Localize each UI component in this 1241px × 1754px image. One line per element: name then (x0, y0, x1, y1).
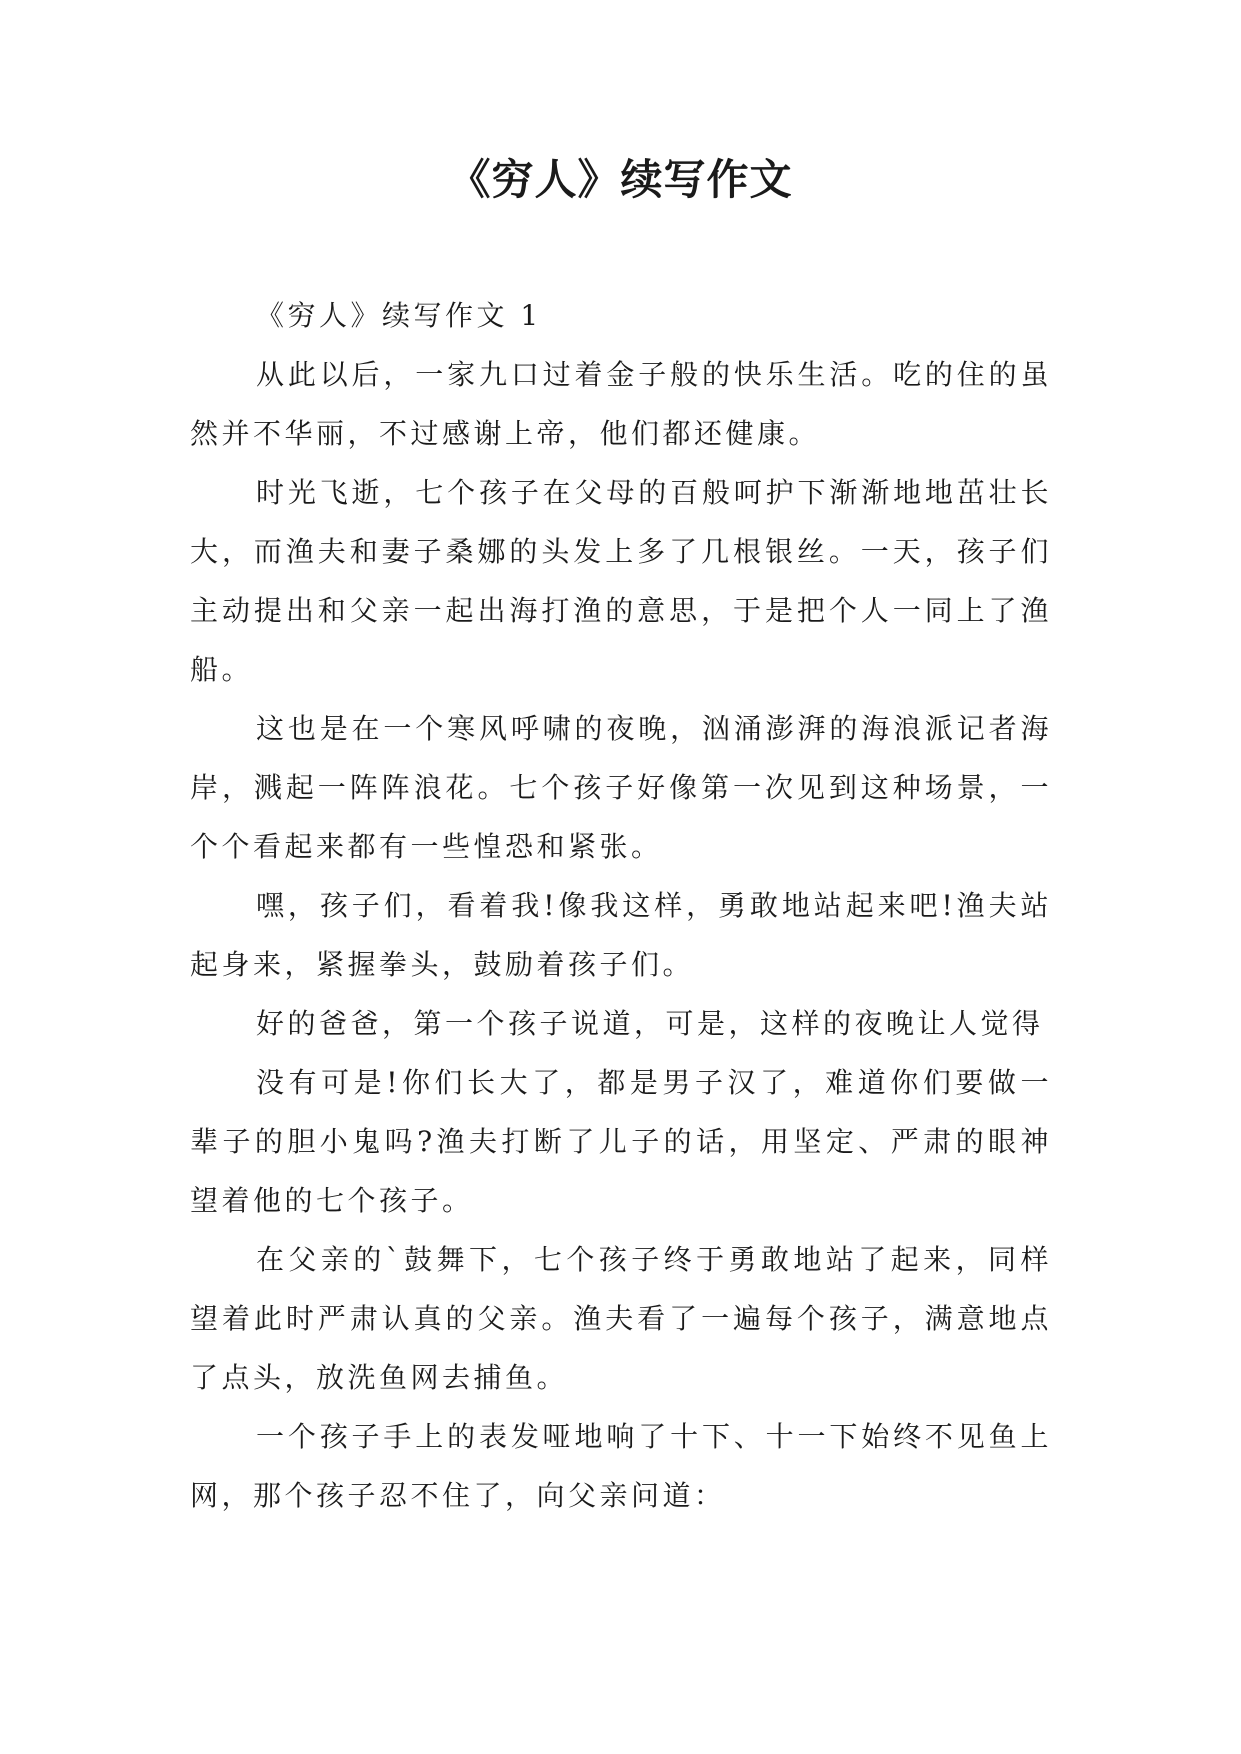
document-title: 《穷人》续写作文 (448, 155, 793, 204)
essay-subtitle: 《穷人》续写作文 1 (256, 299, 542, 332)
paragraph: 在父亲的`鼓舞下，七个孩子终于勇敢地站了起来，同样望着此时严肃认真的父亲。渔夫看了一遍每个孩子，满意地点了点头，放洗鱼网去捕鱼。 (190, 1243, 1052, 1394)
paragraph: 从此以后，一家九口过着金子般的快乐生活。吃的住的虽然并不华丽，不过感谢上帝，他们都还健康。 (190, 358, 1052, 450)
paragraph: 好的爸爸，第一个孩子说道，可是，这样的夜晚让人觉得 (256, 1007, 1044, 1040)
paragraph: 没有可是!你们长大了，都是男子汉了，难道你们要做一辈子的胆小鬼吗?渔夫打断了儿子的话，用坚定、严肃的眼神望着他的七个孩子。 (190, 1066, 1052, 1217)
paragraph: 时光飞逝，七个孩子在父母的百般呵护下渐渐地地茁壮长大，而渔夫和妻子桑娜的头发上多了几根银丝。一天，孩子们主动提出和父亲一起出海打渔的意思，于是把个人一同上了渔船。 (190, 476, 1052, 686)
paragraph: 这也是在一个寒风呼啸的夜晚，汹涌澎湃的海浪派记者海岸，溅起一阵阵浪花。七个孩子好像第一次见到这种场景，一个个看起来都有一些惶恐和紧张。 (190, 712, 1052, 863)
document-body (190, 286, 1052, 1525)
paragraph: 嘿，孩子们，看着我!像我这样，勇敢地站起来吧!渔夫站起身来，紧握拳头，鼓励着孩子们。 (190, 889, 1052, 981)
paragraph: 一个孩子手上的表发哑地响了十下、十一下始终不见鱼上网，那个孩子忍不住了，向父亲问道： (190, 1420, 1052, 1512)
